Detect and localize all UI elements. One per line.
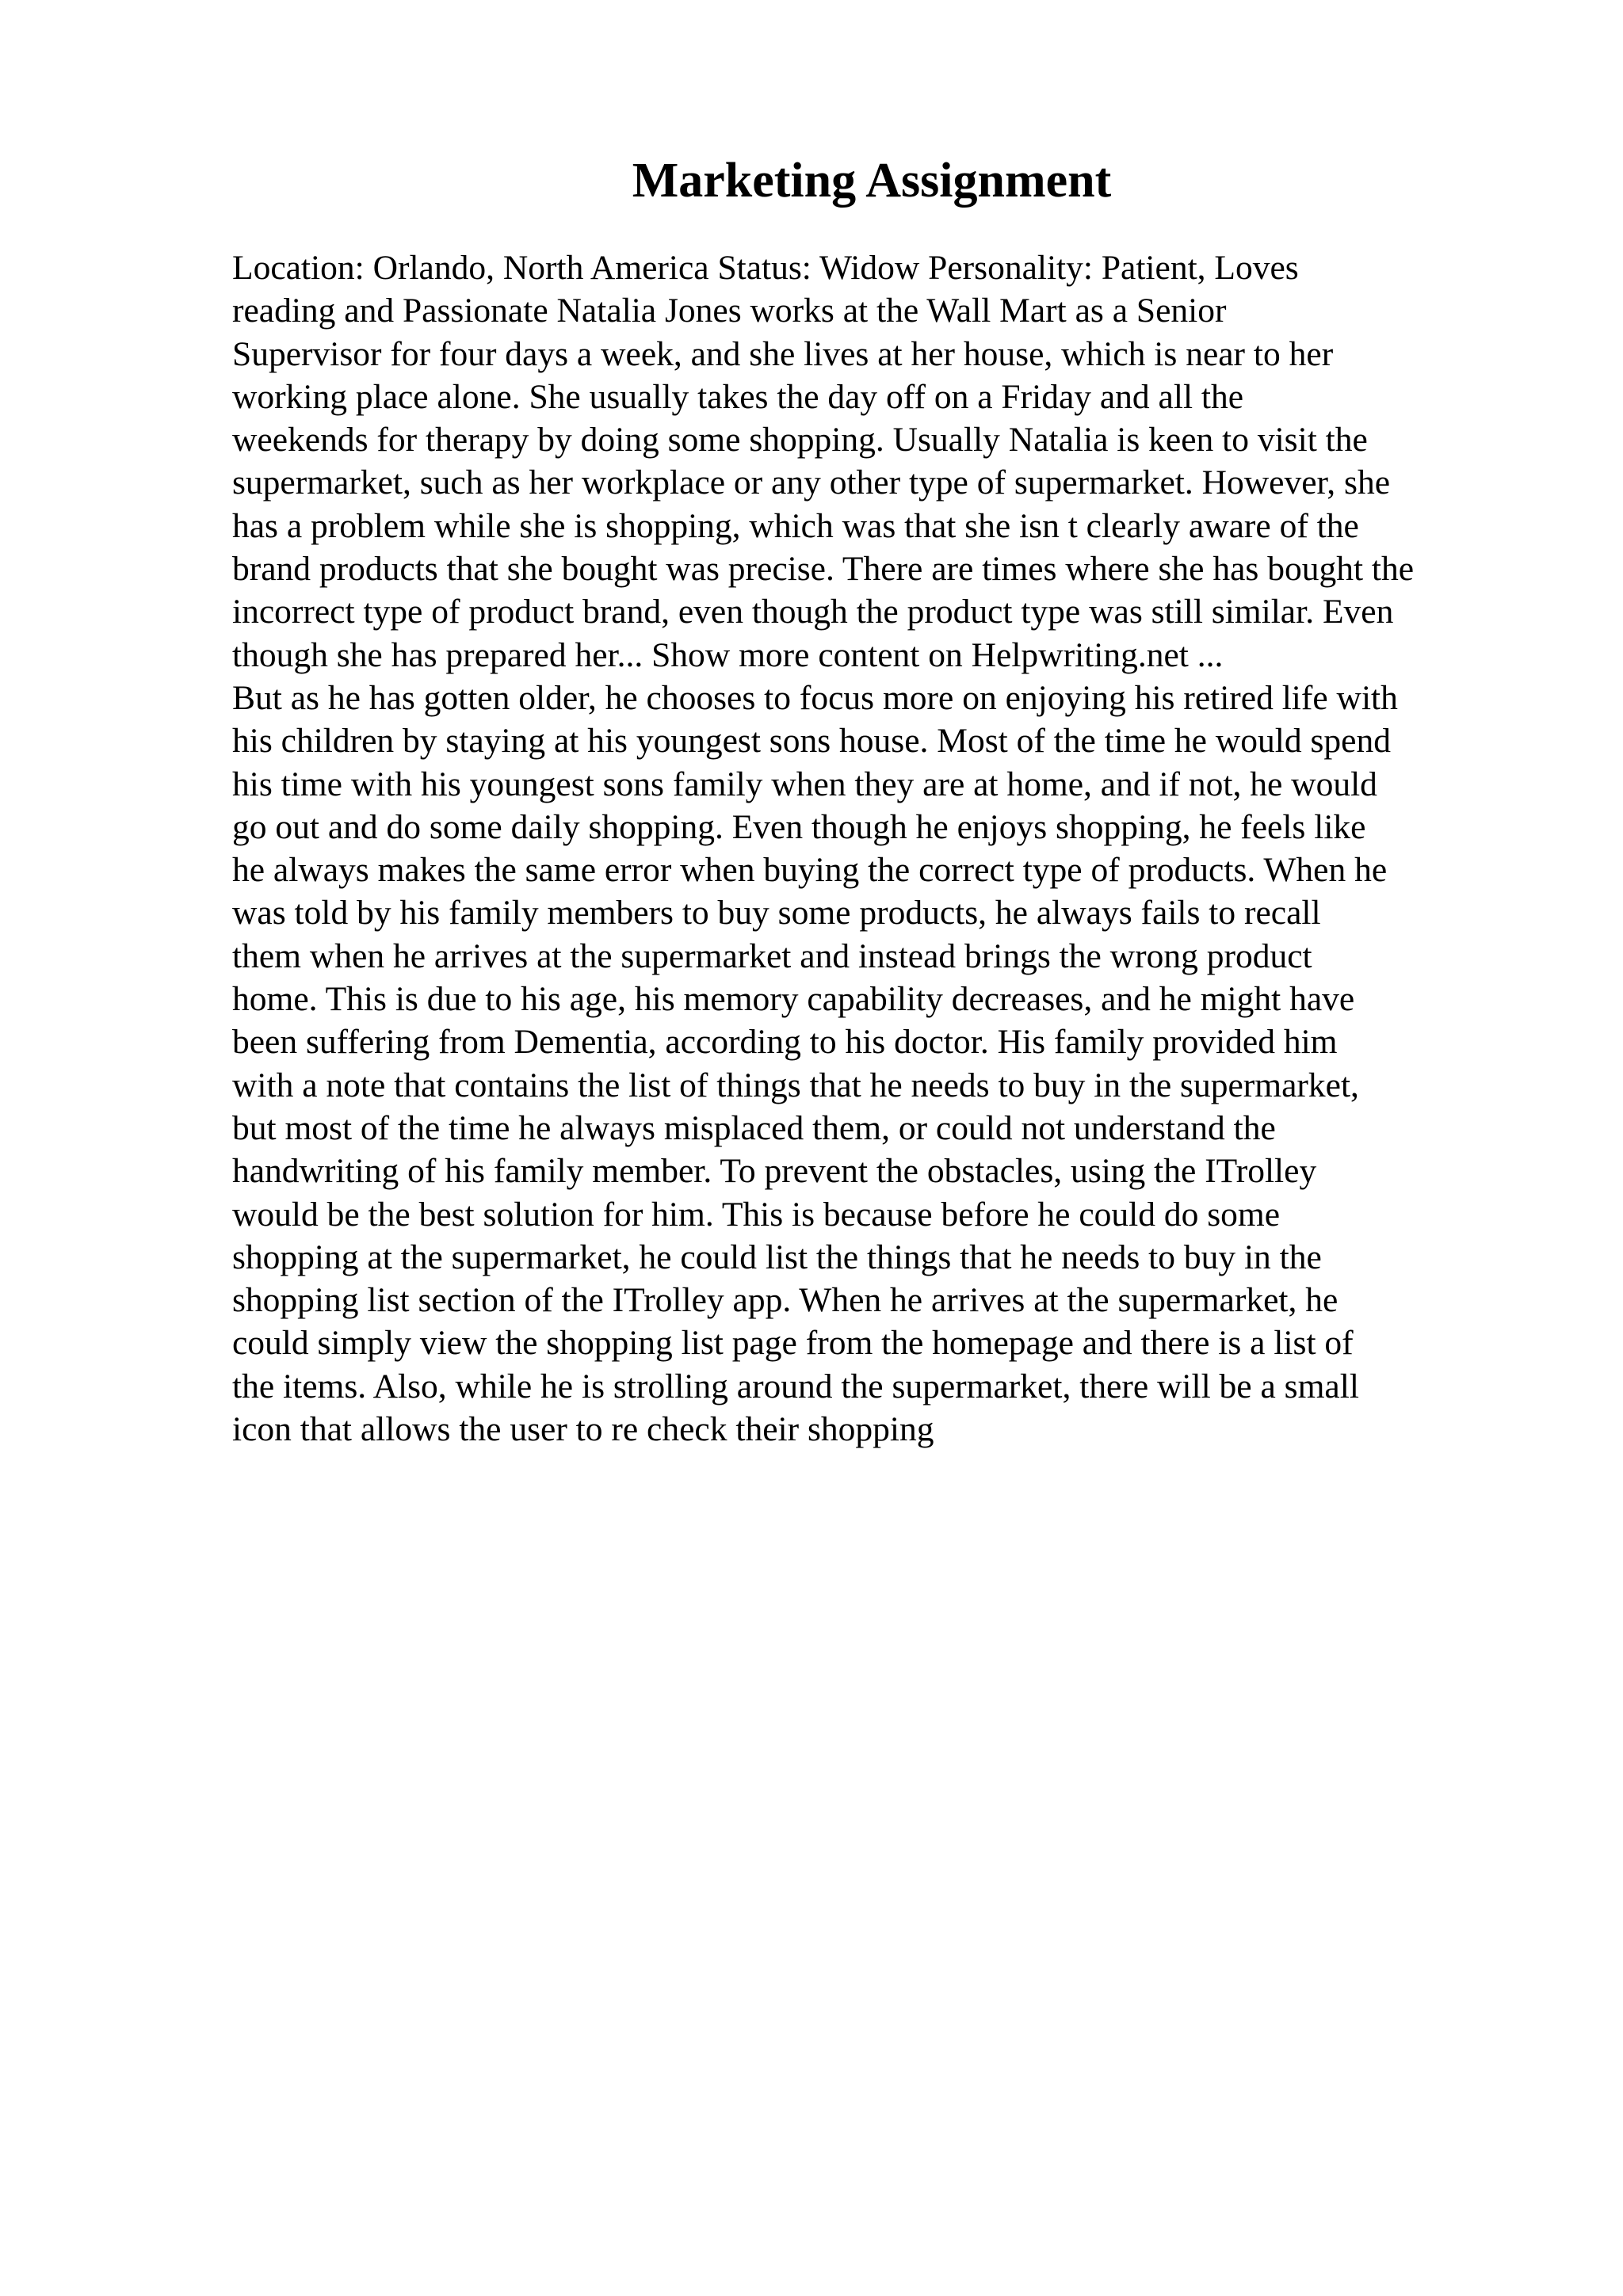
- text-line: home. This is due to his age, his memory capability decreases, and he might have: [232, 980, 1355, 1019]
- text-line: but most of the time he always misplaced them, or could not understand the: [232, 1108, 1276, 1147]
- text-line: supermarket, such as her workplace or any other type of supermarket. However, she: [232, 463, 1391, 502]
- text-line: his children by staying at his youngest sons house. Most of the time he would spend: [232, 722, 1391, 761]
- text-line: incorrect type of product brand, even though the product type was still similar. Even: [232, 593, 1394, 631]
- page-title: Marketing Assignment: [632, 154, 1112, 208]
- text-line: working place alone. She usually takes the day off on a Friday and all the: [232, 377, 1244, 416]
- text-line: Supervisor for four days a week, and she lives at her house, which is near to her: [232, 334, 1334, 373]
- text-line: been suffering from Dementia, according to his doctor. His family provided him: [232, 1023, 1338, 1062]
- text-line: with a note that contains the list of things that he needs to buy in the supermarket,: [232, 1066, 1359, 1104]
- text-line: reading and Passionate Natalia Jones works at the Wall Mart as a Senior: [232, 292, 1227, 330]
- text-line: Location: Orlando, North America Status: Widow Personality: Patient, Loves: [232, 249, 1299, 287]
- text-line: the items. Also, while he is strolling around the supermarket, there will be a small: [232, 1367, 1359, 1405]
- text-line: would be the best solution for him. This is because before he could do some: [232, 1195, 1281, 1234]
- text-line: But as he has gotten older, he chooses to focus more on enjoying his retired life with: [232, 678, 1398, 717]
- body-text: [232, 246, 1611, 1451]
- text-line: go out and do some daily shopping. Even though he enjoys shopping, he feels like: [232, 807, 1366, 846]
- text-line: was told by his family members to buy some products, he always fails to recall: [232, 894, 1321, 933]
- text-line: handwriting of his family member. To prevent the obstacles, using the ITrolley: [232, 1152, 1317, 1191]
- text-line: them when he arrives at the supermarket and instead brings the wrong product: [232, 936, 1312, 975]
- text-line: though she has prepared her... Show more content on Helpwriting.net ...: [232, 635, 1224, 674]
- text-line: shopping at the supermarket, he could list the things that he needs to buy in the: [232, 1238, 1322, 1276]
- text-line: icon that allows the user to re check their shopping: [232, 1410, 934, 1449]
- text-line: his time with his youngest sons family when they are at home, and if not, he would: [232, 765, 1377, 803]
- text-line: shopping list section of the ITrolley app. When he arrives at the supermarket, he: [232, 1281, 1338, 1320]
- text-line: weekends for therapy by doing some shopping. Usually Natalia is keen to visit the: [232, 421, 1368, 460]
- text-line: brand products that she bought was precise. There are times where she has bought the: [232, 550, 1415, 589]
- text-line: could simply view the shopping list page from the homepage and there is a list of: [232, 1324, 1354, 1363]
- text-line: has a problem while she is shopping, which was that she isn t clearly aware of the: [232, 506, 1359, 545]
- text-line: he always makes the same error when buying the correct type of products. When he: [232, 851, 1388, 890]
